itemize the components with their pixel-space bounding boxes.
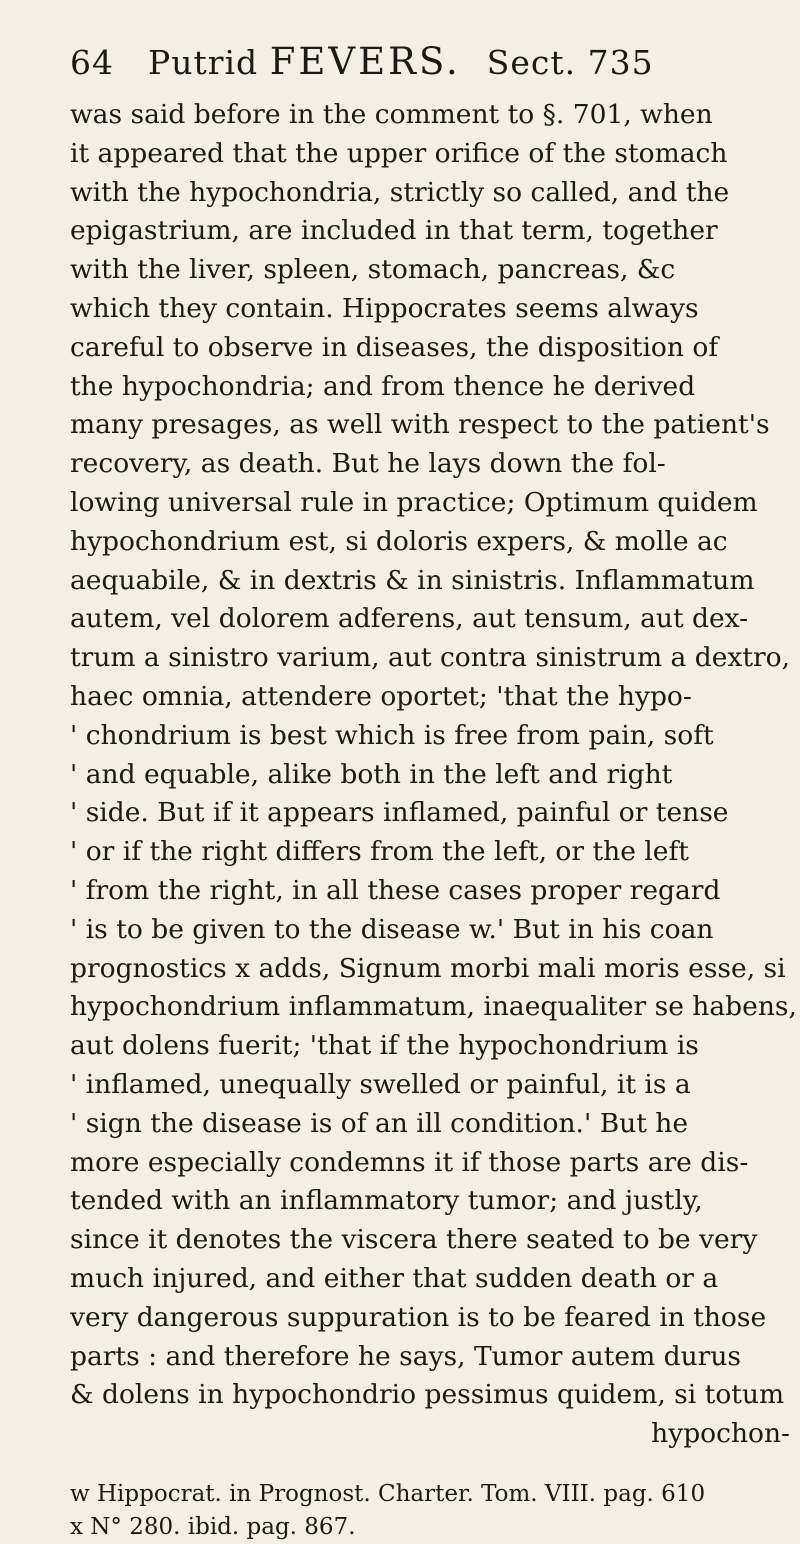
text-line: it appeared that the upper orifice of the stomach [70,137,728,169]
text-line: much injured, and either that sudden death or a [70,1262,719,1294]
footnotes [70,1478,800,1544]
text-line: careful to observe in diseases, the disposition of [70,331,719,363]
text-line: ' chondrium is best which is free from pain, soft [70,719,714,751]
text-line: which they contain. Hippocrates seems always [70,292,699,324]
text-line: epigastrium, are included in that term, together [70,215,718,247]
running-title [148,40,461,83]
running-title-word-1: Putrid [148,43,259,82]
body-text [70,96,800,1454]
text-line: hypochondrium inflammatum, inaequaliter se habens, [70,991,797,1023]
text-line: recovery, as death. But he lays down the fol- [70,448,666,480]
text-line: trum a sinistro varium, aut contra sinistrum a dextro, [70,642,791,674]
text-line: ' or if the right differs from the left, or the left [70,836,689,868]
text-line: tended with an inflammatory tumor; and justly, [70,1185,703,1217]
text-line: with the hypochondria, strictly so called, and the [70,176,730,208]
text-line: many presages, as well with respect to the patient's [70,409,770,441]
text-line: ' from the right, in all these cases proper regard [70,874,721,906]
running-title-word-2: FEVERS. [269,40,461,83]
text-line: aequabile, & in dextris & in sinistris. Inflammatum [70,564,755,596]
section-number: Sect. 735 [486,43,654,82]
text-line: the hypochondria; and from thence he derived [70,370,696,402]
text-line: very dangerous suppuration is to be feared in those [70,1301,767,1333]
footnote: w Hippocrat. in Prognost. Charter. Tom. VIII. pag. 610 [70,1480,706,1507]
running-header [70,40,800,96]
text-line: was said before in the comment to §. 701, when [70,99,713,130]
catchword: hypochon- [651,1418,790,1450]
text-line: ' sign the disease is of an ill condition.' But he [70,1107,689,1139]
text-line: ' side. But if it appears inflamed, painful or tense [70,797,729,829]
text-line: ' is to be given to the disease w.' But in his coan [70,913,714,945]
text-line: haec omnia, attendere oportet; 'that the hypo- [70,680,692,712]
text-line: since it denotes the viscera there seated to be very [70,1224,758,1256]
text-line: ' and equable, alike both in the left and right [70,758,673,790]
page-number: 64 [70,43,114,82]
text-line: aut dolens fuerit; 'that if the hypochondrium is [70,1030,699,1062]
text-line: autem, vel dolorem adferens, aut tensum, aut dex- [70,603,749,635]
text-line: parts : and therefore he says, Tumor autem durus [70,1340,742,1372]
footnote: x N° 280. ibid. pag. 867. [70,1513,356,1540]
text-line: with the liver, spleen, stomach, pancreas, &c [70,254,676,286]
text-line: ' inflamed, unequally swelled or painful, it is a [70,1068,691,1100]
text-line: more especially condemns it if those parts are dis- [70,1146,749,1178]
text-line: lowing universal rule in practice; Optimum quidem [70,486,758,518]
text-line: prognostics x adds, Signum morbi mali moris esse, si [70,952,786,984]
text-line: & dolens in hypochondrio pessimus quidem, si totum [70,1379,785,1411]
text-line: hypochondrium est, si doloris expers, & molle ac [70,525,728,557]
